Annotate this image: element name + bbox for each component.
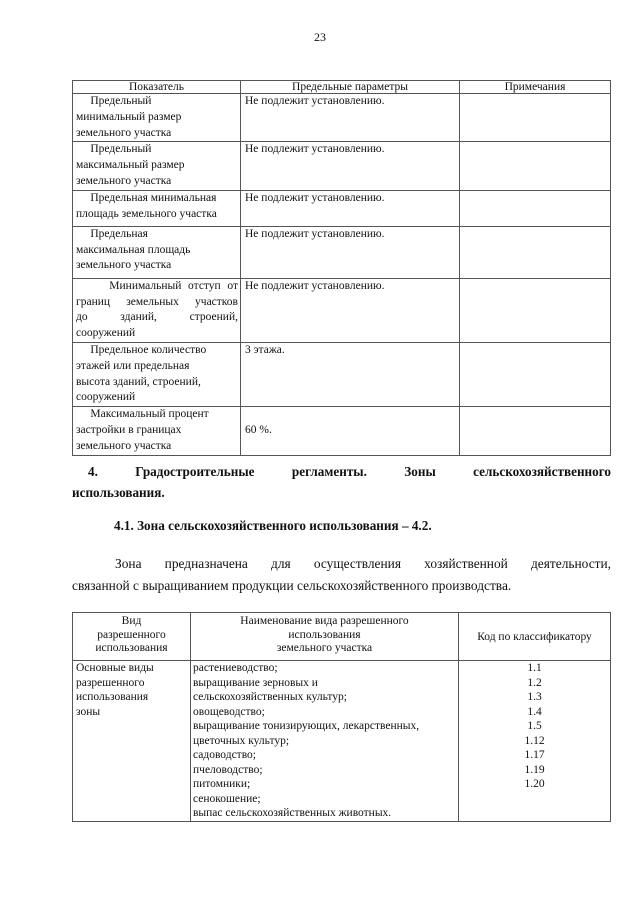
- classifier-code: 1.3: [527, 691, 542, 703]
- classifier-code: 1.2: [527, 676, 542, 689]
- value-cell: Не подлежит установлению.: [241, 94, 460, 142]
- column-header: Наименование вида разрешенного использования земельного участка: [191, 613, 459, 661]
- list-item: выпас сельскохозяйственных животных.: [193, 807, 392, 819]
- column-header: Показатель: [73, 81, 241, 94]
- list-item: питомники;: [193, 778, 251, 790]
- column-header: Предельные параметры: [241, 81, 460, 94]
- list-item: выращивание зерновых и сельскохозяйственных культур;: [193, 676, 347, 703]
- classifier-code: 1.12: [524, 734, 545, 747]
- parameters-table: [72, 80, 611, 456]
- table-row: [73, 226, 611, 278]
- classifier-code: 1.20: [524, 778, 545, 790]
- indicator-cell: Предельная максимальная площадь земельного участка: [73, 226, 241, 278]
- note-cell: [460, 226, 611, 278]
- codes-cell: [459, 661, 611, 822]
- table-row: [73, 142, 611, 190]
- list-item: выращивание тонизирующих, лекарственных, цветочных культур;: [193, 720, 420, 747]
- value-cell: 60 %.: [241, 407, 460, 455]
- note-cell: [460, 342, 611, 406]
- table-header-row: [73, 613, 611, 661]
- note-cell: [460, 142, 611, 190]
- table-row: [73, 342, 611, 406]
- list-item: садоводство;: [193, 749, 256, 761]
- section-4-1-heading: 4.1. Зона сельскохозяйственного использования – 4.2.: [114, 518, 432, 533]
- use-kind-cell: Основные виды разрешенного использования зоны: [73, 661, 191, 822]
- note-cell: [460, 94, 611, 142]
- note-cell: [460, 278, 611, 342]
- list-item: растениеводство;: [193, 662, 278, 674]
- indicator-cell: Предельный минимальный размер земельного участка: [73, 94, 241, 142]
- classifier-code: 1.5: [527, 720, 542, 732]
- permitted-uses-table: [72, 612, 611, 822]
- column-header: Примечания: [460, 81, 611, 94]
- value-cell: Не подлежит установлению.: [241, 278, 460, 342]
- list-item: овощеводство;: [193, 705, 265, 718]
- table-header-row: [73, 81, 611, 94]
- indicator-cell: Максимальный процент застройки в границах земельного участка: [73, 407, 241, 455]
- note-cell: [460, 407, 611, 455]
- column-header: Вид разрешенного использования: [73, 613, 191, 661]
- indicator-cell: Предельный максимальный размер земельного участка: [73, 142, 241, 190]
- description-line: Зона предназначена для осуществления хозяйственной деятельности,: [115, 556, 611, 571]
- indicator-cell: Предельное количество этажей или предельная высота зданий, строений, сооружений: [73, 342, 241, 406]
- table-row: [73, 661, 611, 822]
- value-cell: Не подлежит установлению.: [241, 142, 460, 190]
- table-row: [73, 190, 611, 226]
- list-item: пчеловодство;: [193, 763, 263, 776]
- heading-line: 4. Градостроительные регламенты. Зоны сельскохозяйственного: [88, 464, 611, 479]
- value-cell: Не подлежит установлению.: [241, 226, 460, 278]
- indicator-cell: Предельная минимальная площадь земельного участка: [73, 190, 241, 226]
- table-row: [73, 407, 611, 455]
- list-item: сенокошение;: [193, 792, 261, 805]
- indicator-cell: Минимальный отступ от границ земельных участков до зданий, строений, сооружений: [73, 278, 241, 342]
- classifier-code: 1.17: [524, 749, 545, 761]
- heading-line: использования.: [72, 485, 165, 500]
- value-cell: 3 этажа.: [241, 342, 460, 406]
- section-4-heading: [72, 461, 611, 503]
- column-header: Код по классификатору: [459, 613, 611, 661]
- page-number: 23: [314, 30, 326, 44]
- zone-description: [72, 553, 611, 597]
- table-row: [73, 94, 611, 142]
- description-line: связанной с выращиванием продукции сельскохозяйственного производства.: [72, 578, 512, 593]
- classifier-code: 1.4: [527, 705, 542, 718]
- classifier-code: 1.19: [524, 763, 545, 776]
- note-cell: [460, 190, 611, 226]
- table-row: [73, 278, 611, 342]
- use-names-cell: [191, 661, 459, 822]
- classifier-code: 1.1: [527, 662, 542, 674]
- value-cell: Не подлежит установлению.: [241, 190, 460, 226]
